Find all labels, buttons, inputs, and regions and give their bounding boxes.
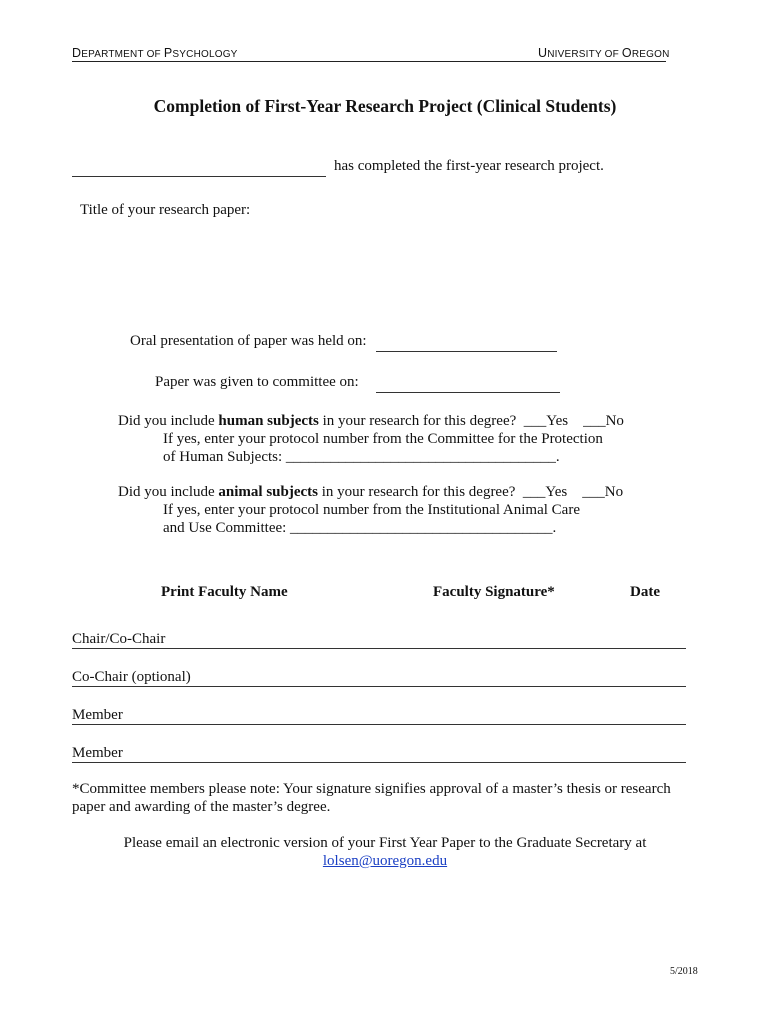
footer-date: 5/2018 [670,966,698,977]
human-subjects-question: Did you include human subjects in your research for this degree? ___Yes ___No [118,413,624,429]
column-faculty-signature: Faculty Signature* [433,584,555,600]
animal-subjects-question: Did you include animal subjects in your research for this degree? ___Yes ___No [118,484,624,500]
row-label: Member [72,707,123,723]
paper-title-field[interactable] [80,225,680,315]
email-link[interactable]: lolsen@uoregon.edu [322,853,448,869]
row-label: Member [72,745,123,761]
signature-row-member-1[interactable] [72,704,686,725]
signature-row-member-2[interactable] [72,742,686,763]
email-link-wrap [0,853,770,870]
paper-title-label: Title of your research paper: [80,202,251,218]
signature-row-cochair[interactable] [72,666,686,687]
human-protocol-instruction: If yes, enter your protocol number from the Committee for the Protection [163,431,603,447]
committee-date-label: Paper was given to committee on: [155,374,359,390]
header-university: UNIVERSITY OF OREGON [538,46,670,60]
column-date: Date [630,584,660,600]
oral-presentation-label: Oral presentation of paper was held on: [130,333,367,349]
animal-protocol-field[interactable]: and Use Committee: ___________________________________. [163,520,557,536]
student-name-field[interactable] [72,176,326,177]
email-instruction: Please email an electronic version of your First Year Paper to the Graduate Secretary at [123,835,647,851]
committee-note-line-1: *Committee members please note: Your signature signifies approval of a master’s thesis or research [72,781,671,797]
header-department: DEPARTMENT OF PSYCHOLOGY [72,46,238,60]
oral-presentation-date-field[interactable] [376,351,557,352]
row-label: Chair/Co-Chair [72,631,166,647]
animal-protocol-instruction: If yes, enter your protocol number from the Institutional Animal Care [163,502,580,518]
completed-text: has completed the first-year research project. [334,158,604,174]
committee-date-field[interactable] [376,392,560,393]
committee-note-line-2: paper and awarding of the master’s degree. [72,799,331,815]
header-rule [72,61,666,62]
row-label: Co-Chair (optional) [72,669,191,685]
page-title: Completion of First-Year Research Project (Clinical Students) [153,96,617,116]
column-faculty-name: Print Faculty Name [161,584,288,600]
signature-row-chair[interactable] [72,628,686,649]
human-protocol-field[interactable]: of Human Subjects: ____________________________________. [163,449,560,465]
